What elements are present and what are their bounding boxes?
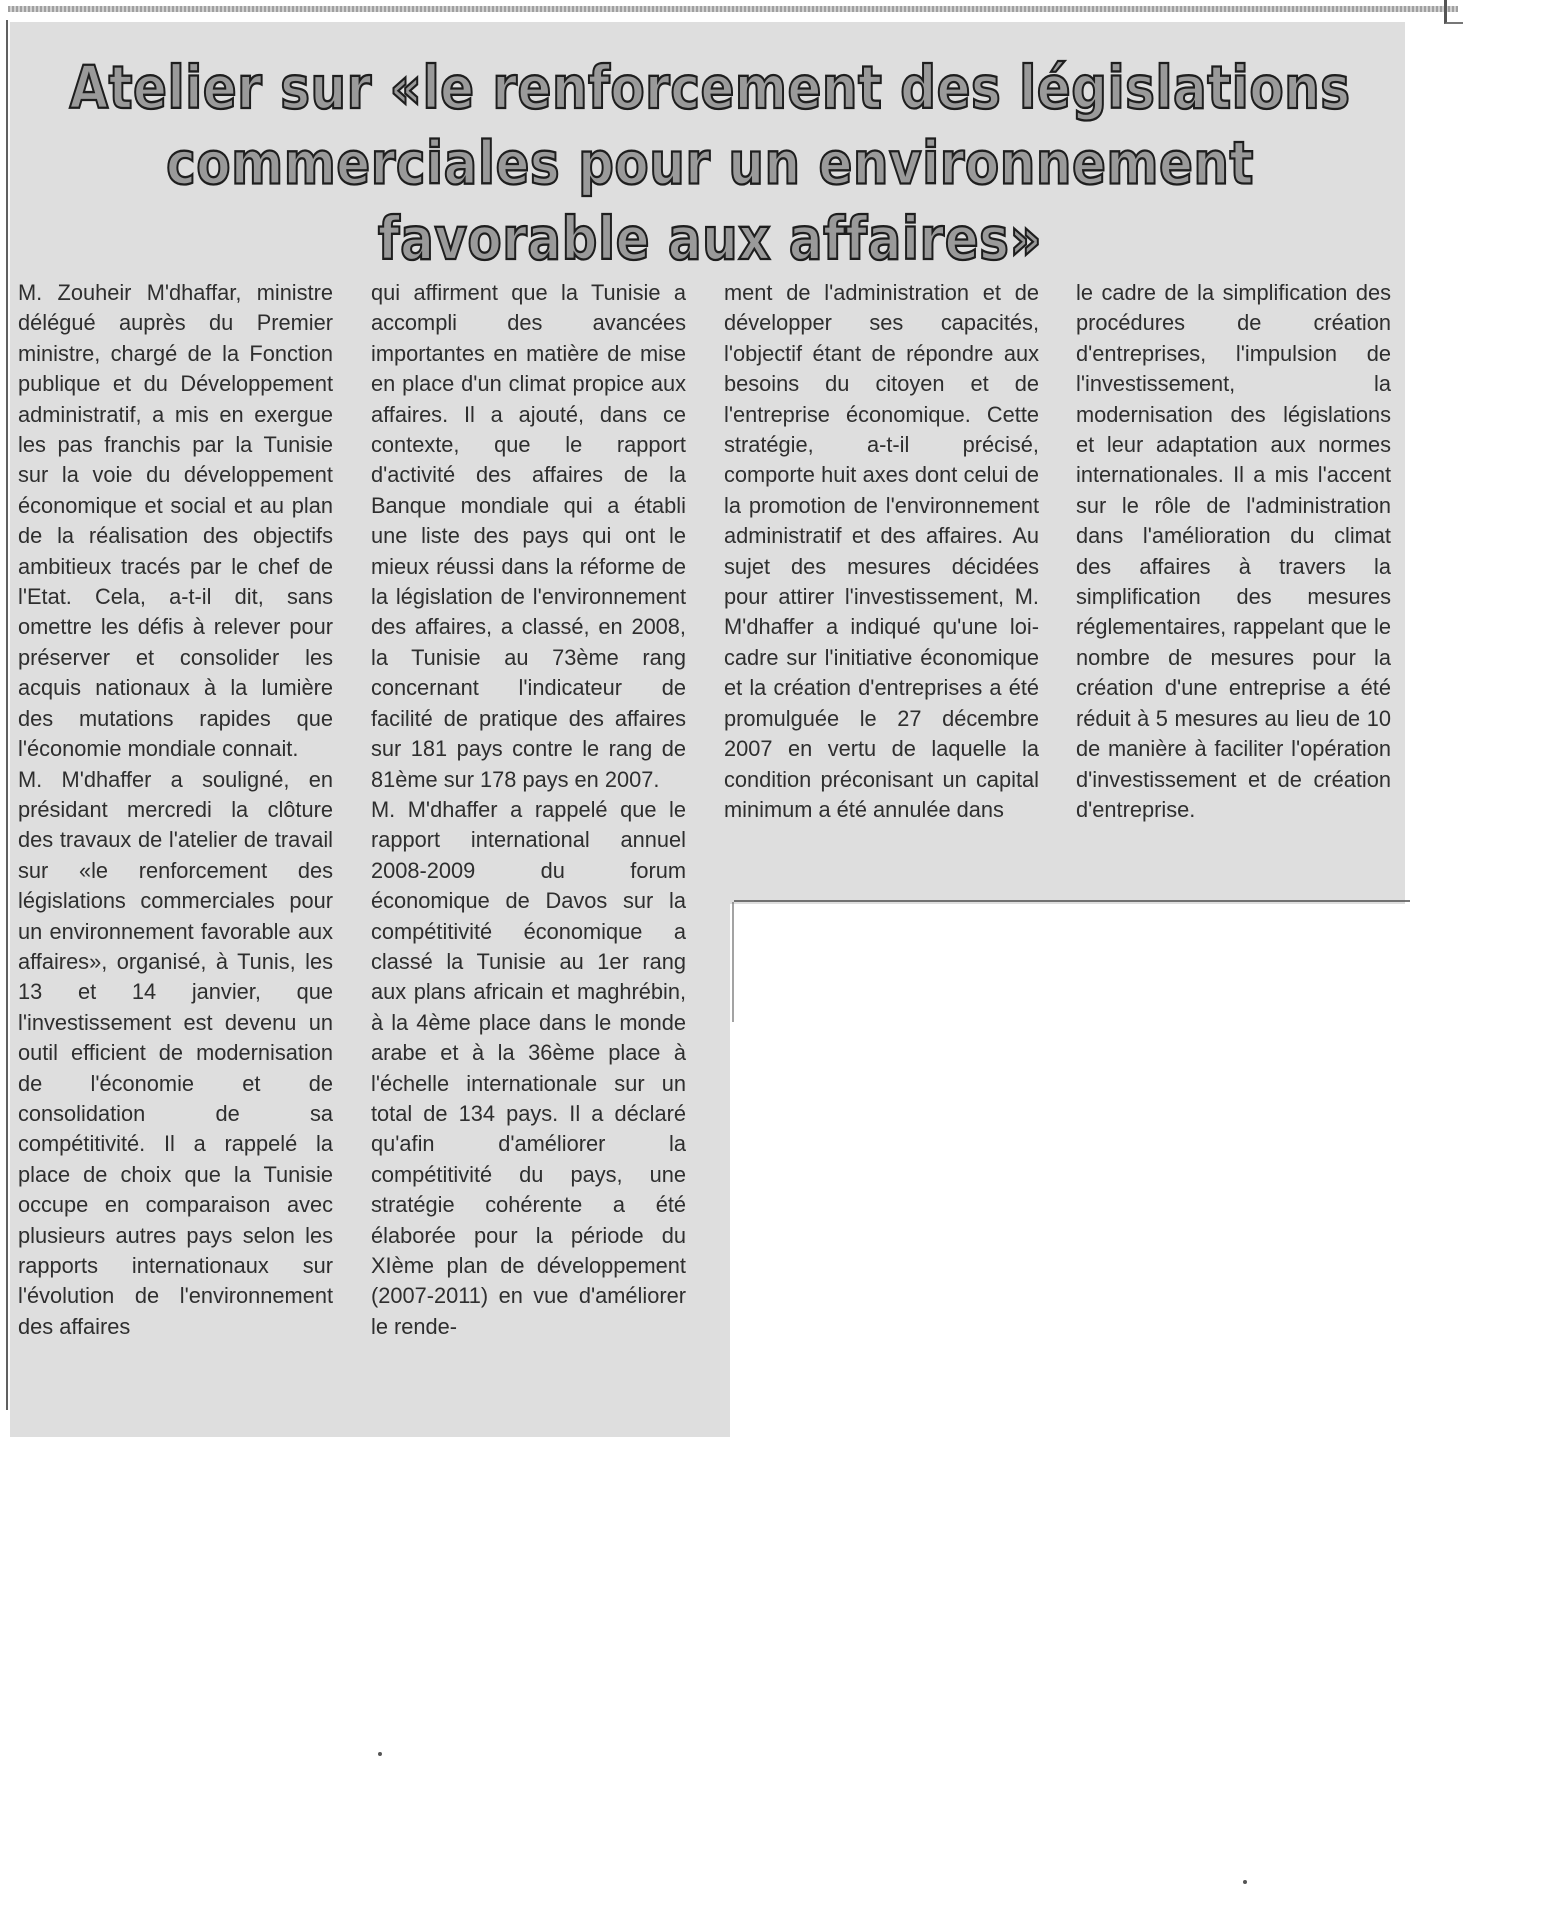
- newspaper-clipping: [10, 22, 1405, 1417]
- top-border-rule: [8, 6, 1458, 12]
- article-column-3: [724, 278, 1039, 825]
- column-4-paragraph-1: le cadre de la simplification des procédures de création d'entreprises, l'impulsion de l'investissement, la modernisation des législations et leur adaptation aux normes internationales. Il a mis l'accent sur le rôle de l'administration dans l'amélioration du climat des affaires à travers la simplification des mesures réglementaires, rappelant que le nombre de mesures pour la création d'une entreprise a été réduit à 5 mesures au lieu de 10 de manière à faciliter l'opération d'investissement et de création d'entreprise.: [1076, 280, 1391, 822]
- scan-speck: [1243, 1880, 1247, 1884]
- top-corner-mark: [1444, 0, 1463, 24]
- column-separator-rule: [732, 902, 734, 1022]
- column-1-paragraph-1: M. Zouheir M'dhaffar, ministre délégué auprès du Premier ministre, chargé de la Fonction publique et du Développement administratif, a mis en exergue les pas franchis par la Tunisie sur la voie du développement économique et social et au plan de la réalisation des objectifs ambitieux tracés par le chef de l'Etat. Cela, a-t-il dit, sans omettre les défis à relever pour préserver et consolider les acquis nationaux à la lumière des mutations rapides que l'économie mondiale connait.: [18, 280, 333, 762]
- column-end-rule: [734, 900, 1410, 902]
- column-2-paragraph-1: qui affirment que la Tunisie a accompli des avancées importantes en matière de mise en place d'un climat propice aux affaires. Il a ajouté, dans ce contexte, que le rapport d'activité des affaires de la Banque mondiale qui a établi une liste des pays qui ont le mieux réussi dans la réforme de la législation de l'environnement des affaires, a classé, en 2008, la Tunisie au 73ème rang concernant l'indicateur de facilité de pratique des affaires sur 181 pays contre le rang de 81ème sur 178 pays en 2007.: [371, 280, 686, 792]
- column-1-paragraph-2: M. M'dhaffer a souligné, en présidant mercredi la clôture des travaux de l'atelier de travail sur «le renforcement des législations commerciales pour un environnement favorable aux affaires», organisé, à Tunis, les 13 et 14 janvier, que l'investissement est devenu un outil efficient de modernisation de l'économie et de consolidation de sa compétitivité. Il a rappelé la place de choix que la Tunisie occupe en comparaison avec plusieurs autres pays selon les rapports internationaux sur l'évolution de l'environnement des affaires: [18, 766, 333, 1339]
- column-2-paragraph-2: M. M'dhaffer a rappelé que le rapport international annuel 2008-2009 du forum économique de Davos sur la compétitivité économique a classé la Tunisie au 1er rang aux plans africain et maghrébin, à la 4ème place dans le monde arabe et à la 36ème place à l'échelle internationale sur un total de 134 pays. Il a déclaré qu'afin d'améliorer la compétitivité du pays, une stratégie cohérente a été élaborée pour la période du XIème plan de développement (2007-2011) en vue d'améliorer le rende-: [371, 796, 686, 1339]
- article-headline: Atelier sur «le renforcement des législations commerciales pour un environnement favorable aux affaires»: [69, 53, 1351, 274]
- article-column-1: [18, 278, 333, 1342]
- article-column-2: [371, 278, 686, 1342]
- scan-speck: [378, 1752, 382, 1756]
- left-border-rule: [6, 20, 8, 1410]
- article-column-4: [1076, 278, 1391, 825]
- column-3-paragraph-1: ment de l'administration et de développer ses capacités, l'objectif étant de répondre aux besoins du citoyen et de l'entreprise économique. Cette stratégie, a-t-il précisé, comporte huit axes dont celui de la promotion de l'environnement administratif et des affaires. Au sujet des mesures décidées pour attirer l'investissement, M. M'dhaffer a indiqué qu'une loi-cadre sur l'initiative économique et la création d'entreprises a été promulguée le 27 décembre 2007 en vertu de laquelle la condition préconisant un capital minimum a été annulée dans: [724, 280, 1039, 822]
